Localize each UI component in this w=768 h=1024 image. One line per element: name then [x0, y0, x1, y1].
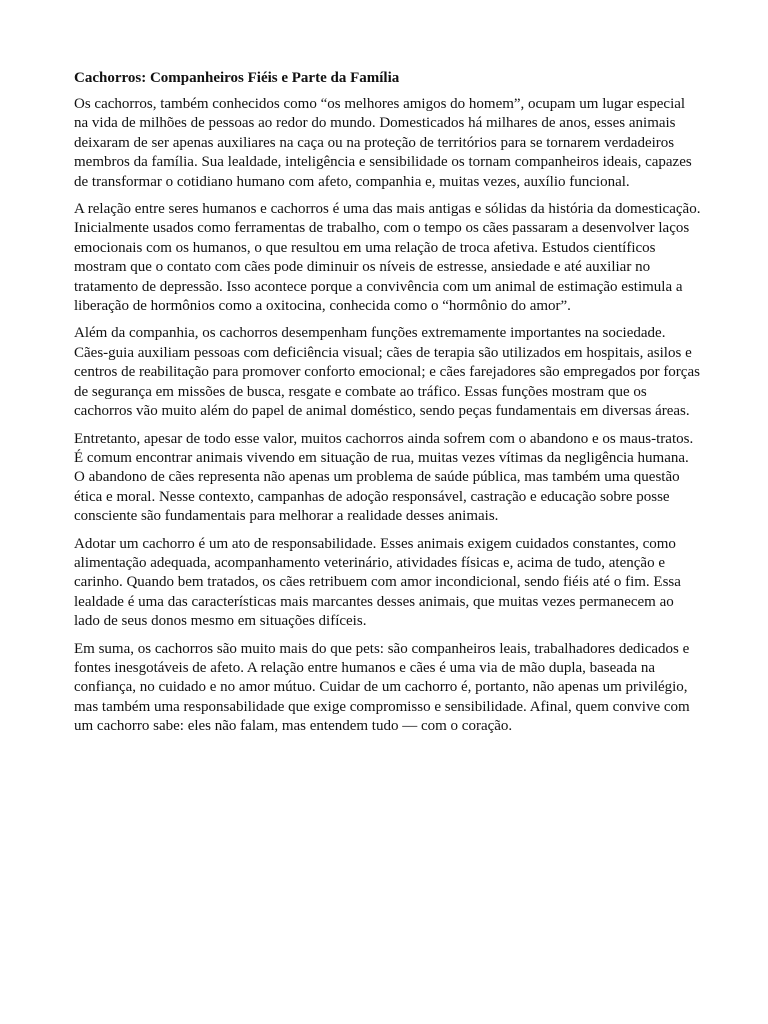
paragraph-adoption: Adotar um cachorro é um ato de responsabilidade. Esses animais exigem cuidados constantes, como alimentação adequada, acompanhamento veterinário, atividades físicas e, acima de tudo, atenção e carinho. Quando bem tratados, os cães retribuem com amor incondicional, sendo fiéis até o fim. Essa lealdade é uma das características mais marcantes desses animais, que muitas vezes permanecem ao lado de seus donos mesmo em situações difíceis.	[74, 535, 681, 630]
paragraph-intro: Os cachorros, também conhecidos como “os melhores amigos do homem”, ocupam um lugar especial na vida de milhões de pessoas ao redor do mundo. Domesticados há milhares de anos, esses animais deixaram de ser apenas auxiliares na caça ou na proteção de territórios para se tornarem verdadeiros membros da família. Sua lealdade, inteligência e sensibilidade os tornam companheiros ideais, capazes de transformar o cotidiano humano com afeto, companhia e, muitas vezes, auxílio funcional.	[74, 96, 692, 190]
paragraph-abandonment: Entretanto, apesar de todo esse valor, muitos cachorros ainda sofrem com o abandono e os maus-tratos. É comum encontrar animais vivendo em situação de rua, muitas vezes vítimas da negligência humana. O abandono de cães representa não apenas um problema de saúde pública, mas também uma questão ética e moral. Nesse contexto, campanhas de adoção responsável, castração e educação sobre posse consciente são fundamentais para melhorar a realidade desses animais.	[74, 430, 694, 525]
paragraph-functions: Além da companhia, os cachorros desempenham funções extremamente importantes na sociedade. Cães-guia auxiliam pessoas com deficiência visual; cães de terapia são utilizados em hospitais, asilos e centros de reabilitação para promover conforto emocional; e cães farejadores são empregados por forças de segurança em missões de busca, resgate e combate ao tráfico. Essas funções mostram que os cachorros vão muito além do papel de animal doméstico, sendo peças fundamentais em diversas áreas.	[74, 325, 700, 420]
paragraph-relationship: A relação entre seres humanos e cachorros é uma das mais antigas e sólidas da história da domesticação. Inicialmente usados como ferramentas de trabalho, com o tempo os cães passaram a desenvolver laços emocionais com os humanos, o que resultou em uma relação de troca afetiva. Estudos científicos mostram que o contato com cães pode diminuir os níveis de estresse, ansiedade e até auxiliar no tratamento de depressão. Isso acontece porque a convivência com um animal de estimação estimula a liberação de hormônios como a oxitocina, conhecida como o “hormônio do amor”.	[74, 201, 701, 315]
document-title: Cachorros: Companheiros Fiéis e Parte da Família	[74, 70, 400, 86]
paragraph-conclusion: Em suma, os cachorros são muito mais do que pets: são companheiros leais, trabalhadores dedicados e fontes inesgotáveis de afeto. A relação entre humanos e cães é uma via de mão dupla, baseada na confiança, no cuidado e no amor mútuo. Cuidar de um cachorro é, portanto, não apenas um privilégio, mas também uma responsabilidade que exige compromisso e sensibilidade. Afinal, quem convive com um cachorro sabe: eles não falam, mas entendem tudo — com o coração.	[74, 640, 690, 735]
